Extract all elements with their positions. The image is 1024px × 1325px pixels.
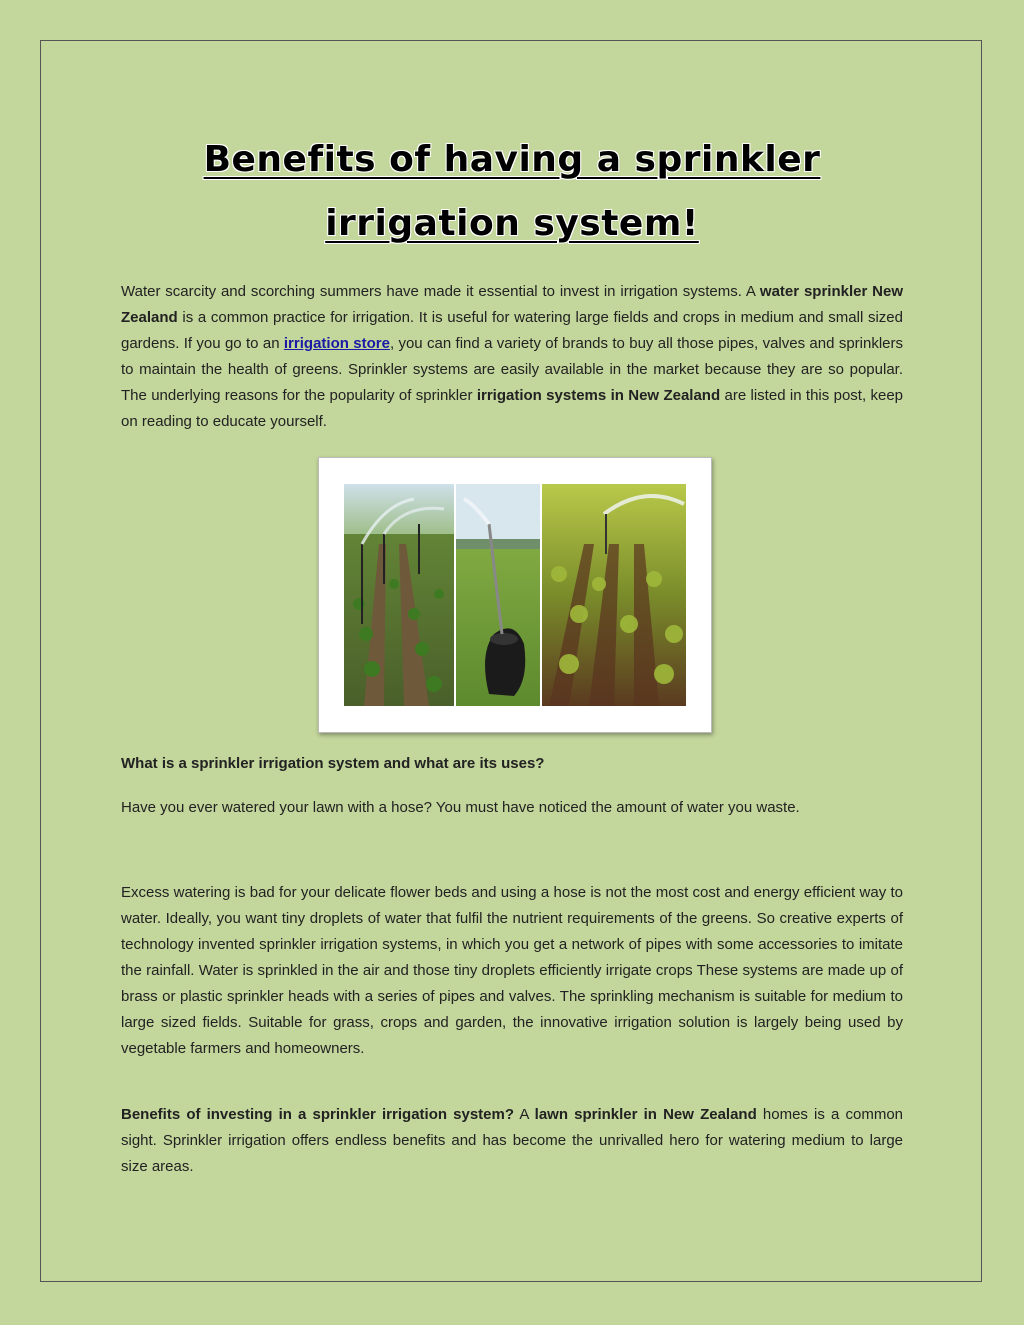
intro-text-2: is a common practice for irrigation. It is useful for watering large fields and crops in medium and small sized gardens. If you go to an [121, 309, 903, 352]
benefits-heading: Benefits of investing in a sprinkler irrigation system? [121, 1106, 515, 1123]
sprinkler-photo-frame [318, 457, 712, 733]
benefits-bold-lawn-sprinkler: lawn sprinkler in New Zealand [534, 1106, 757, 1123]
title-line-1: Benefits of having a sprinkler [203, 139, 821, 180]
excess-watering-paragraph: Excess watering is bad for your delicate flower beds and using a hose is not the most cost and energy efficient way to water. Ideally, you want tiny droplets of water that fulfil the nutrient requirements of the greens. So creative experts of technology invented sprinkler irrigation systems, in which you get a network of pipes with some accessories to imitate the rainfall. Water is sprinkled in the air and those tiny droplets efficiently irrigate crops These systems are made up of brass or plastic sprinkler heads with a series of pipes and valves. The sprinkling mechanism is suitable for medium to large sized fields. Suitable for grass, crops and garden, the innovative irrigation solution is largely being used by vegetable farmers and homeowners. [121, 884, 903, 1057]
benefits-text-2: homes is a common sight. Sprinkler irrigation offers endless benefits and has become the unrivalled hero for watering medium to large size areas. [121, 1106, 903, 1175]
page-title [100, 128, 924, 256]
intro-bold-water-sprinkler: water sprinkler New Zealand [121, 283, 903, 326]
intro-paragraph [121, 279, 903, 435]
intro-text-4: are listed in this post, keep on reading to educate yourself. [121, 387, 904, 430]
benefits-text-1: A [514, 1106, 535, 1123]
sprinkler-collage-image [344, 484, 686, 706]
intro-bold-irrigation-systems: irrigation systems in New Zealand [476, 387, 721, 404]
title-line-2: irrigation system! [325, 203, 699, 244]
hose-paragraph: Have you ever watered your lawn with a hose? You must have noticed the amount of water you waste. [121, 799, 800, 816]
question-heading: What is a sprinkler irrigation system and what are its uses? [121, 755, 545, 772]
benefits-paragraph [121, 1102, 903, 1180]
intro-text-3: , you can find a variety of brands to buy all those pipes, valves and sprinklers to maintain the health of greens. Sprinkler systems are easily available in the market because they are so popular. The underlying reasons for the popularity of sprinkler [121, 335, 903, 404]
irrigation-store-link[interactable]: irrigation store [283, 335, 390, 352]
intro-text-1: Water scarcity and scorching summers have made it essential to invest in irrigation systems. A [121, 283, 760, 300]
